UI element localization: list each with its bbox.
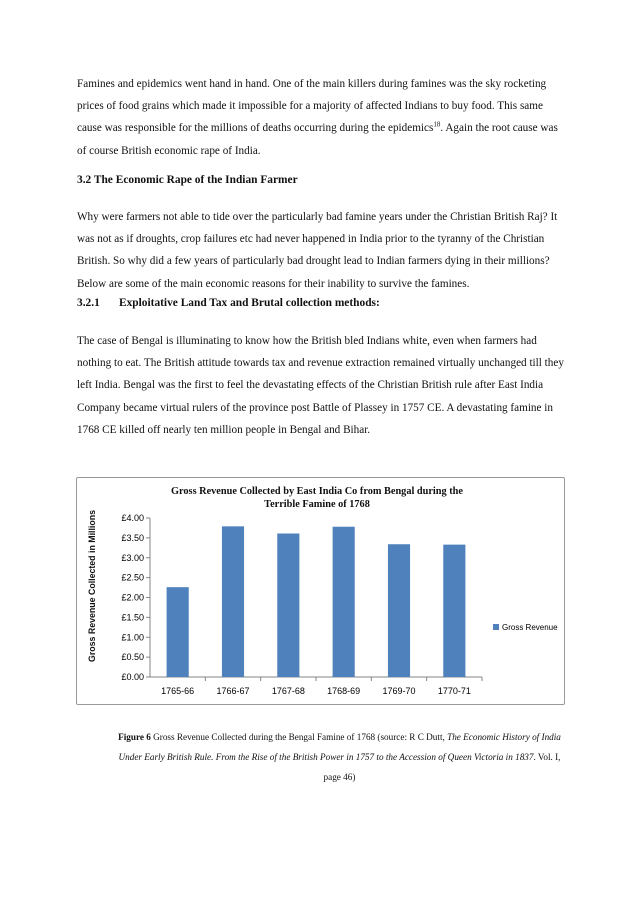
chart-x-tick-label: 1769-70 (382, 686, 416, 696)
chart-bar (167, 587, 189, 677)
chart-bar (333, 527, 355, 677)
section-heading-3-2-1 (77, 297, 380, 309)
chart-y-tick-label: £4.00 (121, 513, 144, 523)
chart-legend-label: Gross Revenue (502, 623, 558, 632)
figure-caption (114, 727, 565, 787)
chart-bar (222, 526, 244, 677)
chart-y-tick-label: £2.50 (121, 572, 144, 583)
chart-x-tick-label: 1768-69 (327, 686, 361, 696)
revenue-chart (76, 477, 565, 705)
chart-y-tick-label: £1.50 (121, 612, 144, 623)
footnote-reference[interactable]: 18 (433, 120, 441, 129)
section-title: Exploitative Land Tax and Brutal collection methods: (119, 297, 380, 309)
paragraph-farmers: Why were farmers not able to tide over the particularly bad famine years under the Christian British Raj? It was not as if droughts, crop failures etc had never happened in India prior to the tyranny of the Christian British. So why did a few years of particularly bad drought lead to Indian farmers dying in their millions? Below are some of the main economic reasons for their inability to survive the famines. (77, 211, 558, 290)
paragraph-text: Famines and epidemics went hand in hand. One of the main killers during famines was the sky rocketing prices of food grains which made it impossible for a majority of affected Indians to buy food. This same cause was responsible for the millions of deaths occurring during the epidemics (77, 78, 547, 135)
chart-y-tick-label: £2.00 (121, 592, 144, 603)
chart-y-tick-label: £0.50 (121, 652, 144, 663)
chart-y-tick-label: £0.00 (121, 672, 144, 682)
chart-x-tick-label: 1766-67 (216, 686, 250, 696)
chart-y-axis-label: Gross Revenue Collected in Millions (87, 509, 97, 663)
chart-x-tick-label: 1767-68 (271, 686, 305, 696)
paragraph-famines-epidemics (77, 73, 565, 162)
section-heading-3-2: 3.2 The Economic Rape of the Indian Farmer (77, 174, 298, 186)
figure-label: Figure 6 (118, 732, 151, 742)
chart-legend-swatch (493, 624, 499, 630)
chart-bar (277, 534, 299, 677)
chart-y-tick-label: £1.00 (121, 632, 144, 643)
chart-y-tick-label: £3.50 (121, 532, 144, 543)
chart-x-tick-label: 1770-71 (437, 686, 471, 696)
chart-bar (443, 545, 465, 677)
chart-plot (77, 478, 564, 704)
chart-y-tick-label: £3.00 (121, 552, 144, 563)
caption-text-end: . Vol. I, page 46) (323, 752, 561, 782)
chart-bar (388, 544, 410, 677)
caption-book-title: The Economic History of India Under Early British Rule. From the Rise of the British Power in 1757 to the Accession of Queen Victoria in 1837 (118, 732, 561, 762)
section-number: 3.2.1 (77, 297, 100, 309)
caption-text: Gross Revenue Collected during the Bengal Famine of 1768 (source: R C Dutt, (150, 732, 448, 742)
chart-title: Gross Revenue Collected by East India Co from Bengal during the Terrible Famine of 1768 (171, 486, 463, 510)
paragraph-bengal: The case of Bengal is illuminating to know how the British bled Indians white, even when farmers had nothing to eat. The British attitude towards tax and revenue extraction remained virtually unchanged till they left India. Bengal was the first to feel the devastating effects of the Christian British rule after East India Company became virtual rulers of the province post Battle of Plassey in 1757 CE. A devastating famine in 1768 CE killed off nearly ten million people in Bengal and Bihar. (77, 335, 564, 436)
chart-x-tick-label: 1765-66 (161, 686, 195, 696)
paragraph-text-end: . Again the root cause was of course British economic rape of India. (77, 122, 558, 157)
